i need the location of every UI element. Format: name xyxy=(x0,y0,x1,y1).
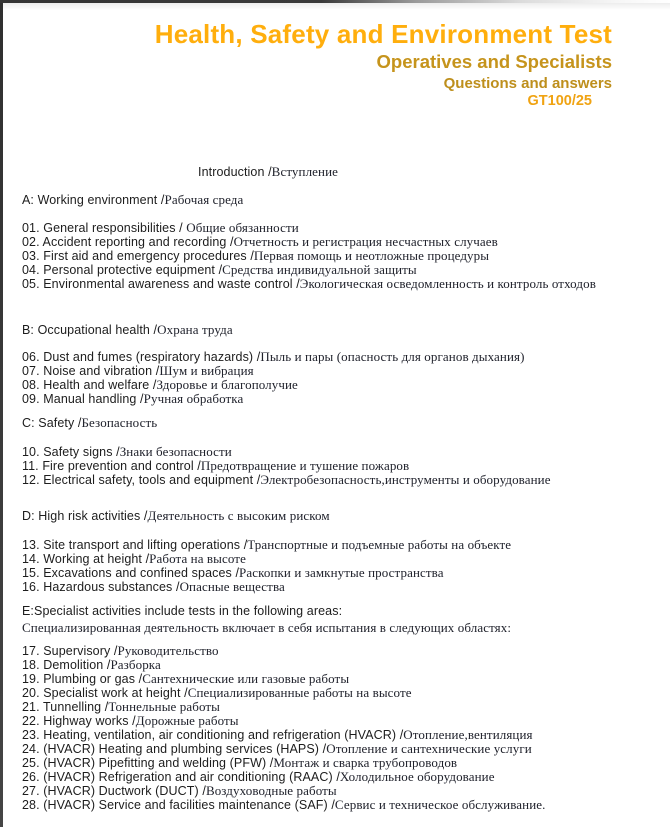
toc-item-en: 12. Electrical safety, tools and equipment / xyxy=(22,473,261,487)
toc-section xyxy=(22,604,652,812)
toc-item-en: 05. Environmental awareness and waste control / xyxy=(22,277,300,291)
intro-ru: Вступление xyxy=(271,164,339,179)
toc-section xyxy=(22,509,652,594)
toc-item-ru: Руководительство xyxy=(117,643,219,658)
toc-item-ru: Раскопки и замкнутые пространства xyxy=(239,565,444,580)
toc-item xyxy=(22,538,652,552)
toc-item-en: 11. Fire prevention and control / xyxy=(22,459,201,473)
toc-item-en: 27. (HVACR) Ductwork (DUCT) / xyxy=(22,784,206,798)
toc-item-ru: Ручная обработка xyxy=(143,391,244,406)
toc-item-en: 08. Health and welfare / xyxy=(22,378,157,392)
toc-item-ru: Тоннельные работы xyxy=(108,699,220,714)
toc-item xyxy=(22,770,652,784)
document-body xyxy=(0,165,670,812)
toc-item-ru: Разборка xyxy=(110,657,161,672)
toc-item-en: 03. First aid and emergency procedures / xyxy=(22,249,254,263)
section-heading-ru: Рабочая среда xyxy=(164,192,244,207)
toc-item xyxy=(22,742,652,756)
toc-item-en: 14. Working at height / xyxy=(22,552,150,566)
section-heading-ru: Безопасность xyxy=(81,415,158,430)
toc-item-en: 17. Supervisory / xyxy=(22,644,118,658)
toc-item xyxy=(22,392,652,406)
toc-item xyxy=(22,277,652,291)
section-heading-ru xyxy=(22,621,652,635)
toc-item-ru: Отчетность и регистрация несчастных случаев xyxy=(233,234,498,249)
toc-item xyxy=(22,566,652,580)
toc-item-en: 06. Dust and fumes (respiratory hazards) / xyxy=(22,350,261,364)
toc-item xyxy=(22,714,652,728)
toc-item-ru: Сервис и техническое обслуживание. xyxy=(334,797,546,812)
toc-item xyxy=(22,459,652,473)
toc-item-en: 18. Demolition / xyxy=(22,658,111,672)
section-items xyxy=(22,221,652,291)
toc-item-ru: Пыль и пары (опасность для органов дыхания) xyxy=(260,349,525,364)
toc-item xyxy=(22,644,652,658)
toc-item-ru: Здоровье и благополучие xyxy=(156,377,298,392)
toc-section xyxy=(22,416,652,487)
toc-item-ru: Знаки безопасности xyxy=(119,444,232,459)
toc-item-en: 28. (HVACR) Service and facilities maintenance (SAF) / xyxy=(22,798,335,812)
section-heading xyxy=(22,604,652,618)
toc-item-ru: Дорожные работы xyxy=(135,713,239,728)
section-heading xyxy=(22,509,652,523)
toc-item-ru: Отопление,вентиляция xyxy=(403,727,533,742)
toc-item-en: 21. Tunnelling / xyxy=(22,700,109,714)
toc-item-ru: Шум и вибрация xyxy=(159,363,254,378)
document-subtitle2: Questions and answers xyxy=(443,75,612,92)
toc-item-ru: Сантехнические или газовые работы xyxy=(142,671,350,686)
toc-item-en: 19. Plumbing or gas / xyxy=(22,672,143,686)
document-subtitle: Operatives and Specialists xyxy=(376,51,612,72)
toc-item-ru: Транспортные и подъемные работы на объекте xyxy=(247,537,512,552)
toc-item-ru: Общие обязанности xyxy=(186,220,299,235)
document-title: Health, Safety and Environment Test xyxy=(154,19,612,49)
toc-section xyxy=(22,193,652,291)
scan-edge-shadow xyxy=(3,3,670,10)
toc-item-en: 20. Specialist work at height / xyxy=(22,686,188,700)
toc-item-ru: Опасные вещества xyxy=(179,579,285,594)
toc-item-ru: Монтаж и сварка трубопроводов xyxy=(273,755,458,770)
section-heading xyxy=(22,323,652,337)
toc-item-en: 25. (HVACR) Pipefitting and welding (PFW) / xyxy=(22,756,274,770)
toc-item-en: 02. Accident reporting and recording / xyxy=(22,235,234,249)
toc-item xyxy=(22,700,652,714)
toc-item xyxy=(22,445,652,459)
toc-item-en: 24. (HVACR) Heating and plumbing services (HAPS) / xyxy=(22,742,327,756)
toc-item xyxy=(22,378,652,392)
toc-item xyxy=(22,658,652,672)
toc-item xyxy=(22,249,652,263)
toc-item-en: 22. Highway works / xyxy=(22,714,136,728)
toc-item xyxy=(22,784,652,798)
toc-item-en: 09. Manual handling / xyxy=(22,392,144,406)
toc-item-ru: Экологическая осведомленность и контроль отходов xyxy=(299,276,596,291)
toc-item-ru: Электробезопасность,инструменты и оборудование xyxy=(260,472,551,487)
toc-item-en: 15. Excavations and confined spaces / xyxy=(22,566,240,580)
section-items xyxy=(22,538,652,594)
intro-line xyxy=(198,165,652,179)
section-heading-en: C: Safety / xyxy=(22,416,82,430)
document-header xyxy=(0,0,670,110)
toc-item xyxy=(22,552,652,566)
toc-item-ru: Холодильное оборудование xyxy=(339,769,495,784)
toc-item xyxy=(22,473,652,487)
toc-section xyxy=(22,323,652,406)
toc-item-en: 07. Noise and vibration / xyxy=(22,364,160,378)
toc-item xyxy=(22,580,652,594)
toc-item-en: 04. Personal protective equipment / xyxy=(22,263,223,277)
toc-item xyxy=(22,728,652,742)
toc-item-en: 23. Heating, ventilation, air conditioning and refrigeration (HVACR) / xyxy=(22,728,404,742)
toc-item-ru: Средства индивидуальной защиты xyxy=(222,262,417,277)
toc-item xyxy=(22,686,652,700)
section-heading-ru: Деятельность с высоким риском xyxy=(147,508,330,523)
section-heading-ru: Охрана труда xyxy=(157,322,233,337)
section-heading-en: D: High risk activities / xyxy=(22,509,148,523)
toc-item xyxy=(22,672,652,686)
toc-item-en: 26. (HVACR) Refrigeration and air conditioning (RAAC) / xyxy=(22,770,340,784)
toc-item xyxy=(22,263,652,277)
toc-item-ru: Работа на высоте xyxy=(149,551,246,566)
section-heading-en: A: Working environment / xyxy=(22,193,165,207)
intro-en: Introduction / xyxy=(198,165,272,179)
toc-item-en: 10. Safety signs / xyxy=(22,445,120,459)
toc-item-ru: Воздуховодные работы xyxy=(205,783,337,798)
toc-item-en: 13. Site transport and lifting operations / xyxy=(22,538,248,552)
toc-sections xyxy=(22,193,652,812)
section-heading-en: E:Specialist activities include tests in the following areas: xyxy=(22,604,343,618)
toc-item-ru: Отопление и сантехнические услуги xyxy=(326,741,532,756)
section-items xyxy=(22,350,652,406)
section-heading xyxy=(22,416,652,430)
toc-item xyxy=(22,235,652,249)
toc-item-ru: Специализированные работы на высоте xyxy=(187,685,412,700)
section-items xyxy=(22,445,652,487)
toc-item-en: 01. General responsibilities / xyxy=(22,221,187,235)
toc-item-en: 16. Hazardous substances / xyxy=(22,580,180,594)
scan-edge-left xyxy=(0,0,3,827)
section-heading-en: B: Occupational health / xyxy=(22,323,158,337)
toc-item xyxy=(22,756,652,770)
section-heading xyxy=(22,193,652,207)
toc-item xyxy=(22,798,652,812)
section-items xyxy=(22,644,652,812)
toc-item-ru: Предотвращение и тушение пожаров xyxy=(200,458,410,473)
toc-item xyxy=(22,364,652,378)
toc-item xyxy=(22,350,652,364)
toc-item-ru: Первая помощь и неотложные процедуры xyxy=(253,248,490,263)
section-heading-ru-text: Специализированная деятельность включает в себя испытания в следующих областях: xyxy=(22,620,512,635)
document-code: GT100/25 xyxy=(527,93,592,109)
toc-item xyxy=(22,221,652,235)
